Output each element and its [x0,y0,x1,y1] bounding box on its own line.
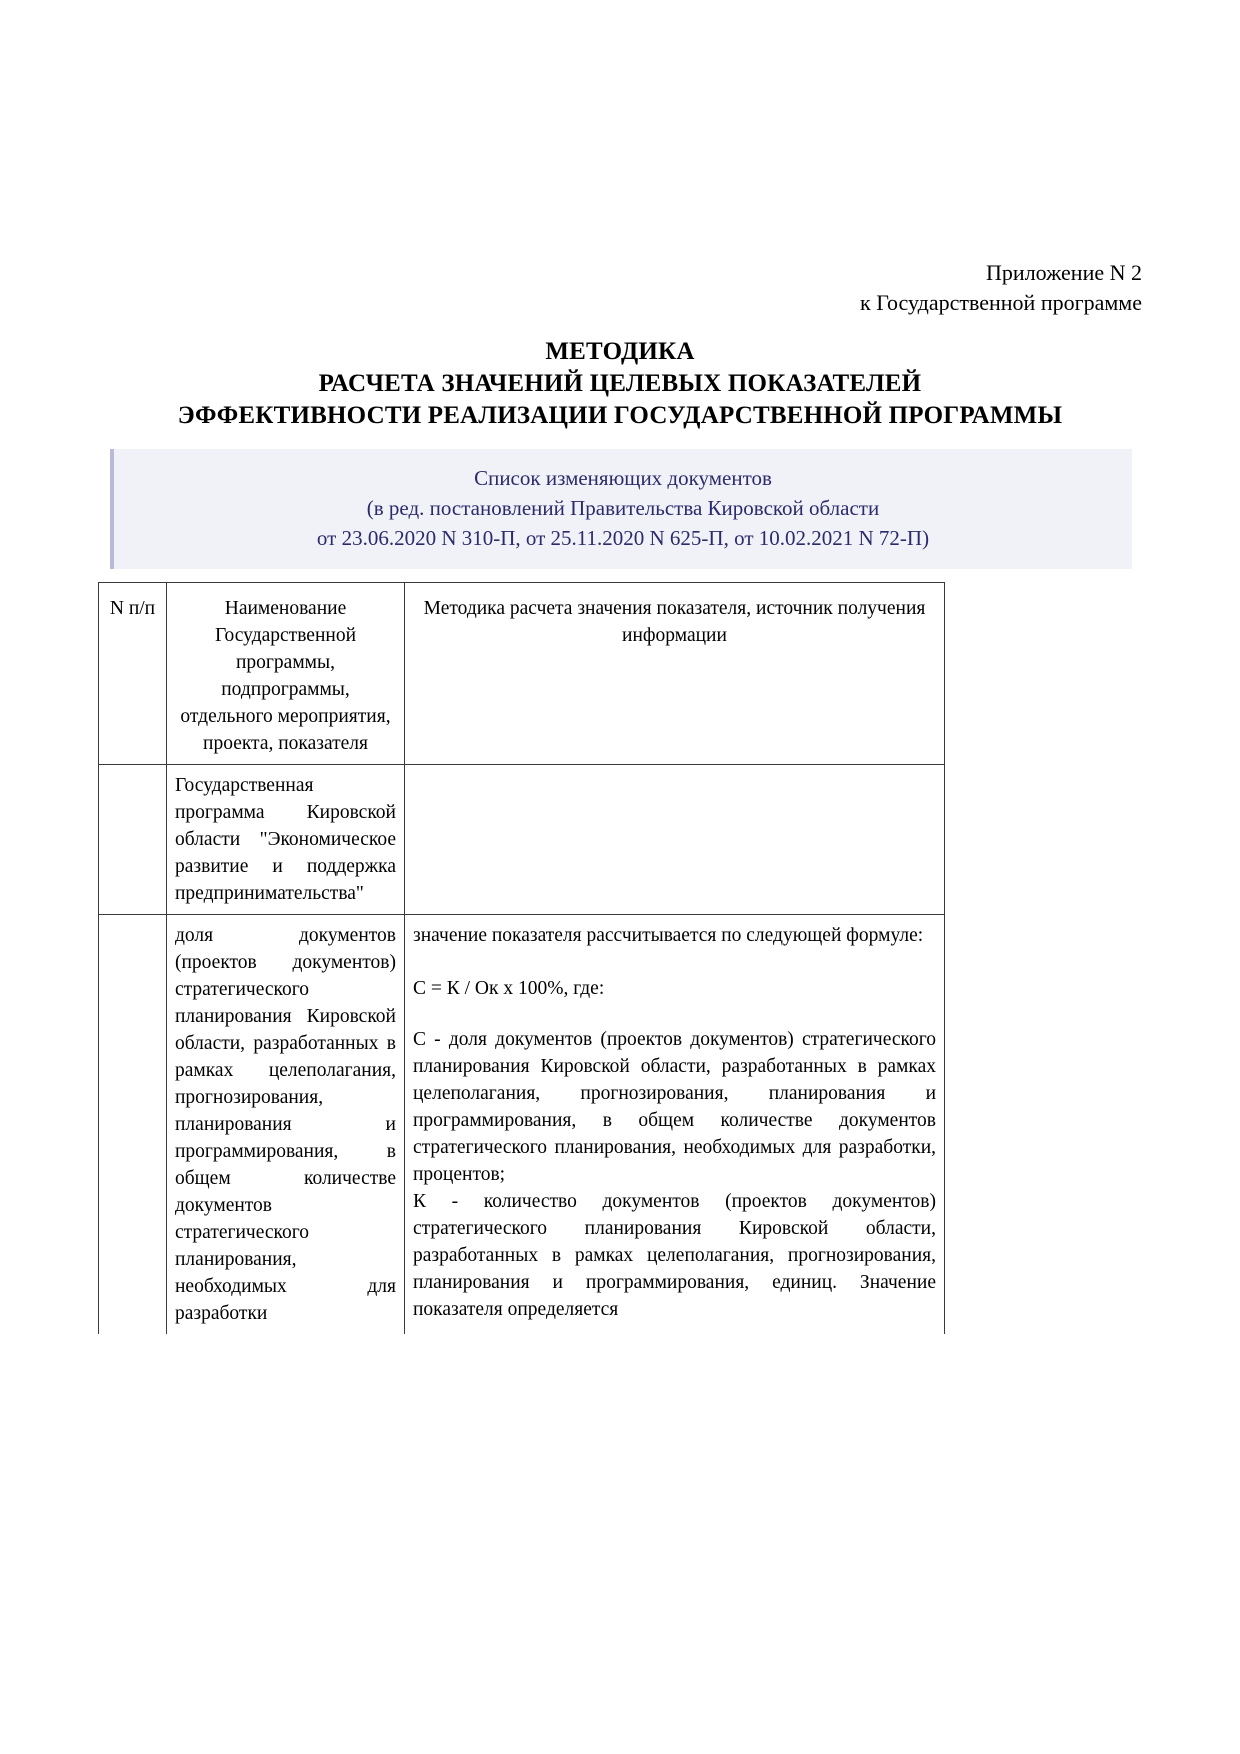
page-title [98,336,1142,432]
page-title-line-2: РАСЧЕТА ЗНАЧЕНИЙ ЦЕЛЕВЫХ ПОКАЗАТЕЛЕЙ [318,370,922,397]
changelog-line-2: от 23.06.2020 N 310-П, от 25.11.2020 N 625-П, от 10.02.2021 N 72-П) [316,526,930,550]
changelog-line-1: (в ред. постановлений Правительства Кировской области [366,496,880,520]
changelog-heading: Список изменяющих документов [474,466,772,490]
appendix-line-1: Приложение N 2 [986,260,1142,285]
table-header-row [99,583,945,765]
appendix-line-2: к Государственной программе [860,290,1142,315]
row-2-method [405,915,945,1335]
changelog-box [110,449,1132,569]
row-1-name: Государственная программа Кировской области "Экономическое развитие и поддержка предпринимательства" [167,765,405,915]
table-row [99,915,945,1335]
table-row [99,765,945,915]
row-2-formula: С = К / Ок х 100%, где: [413,978,605,999]
page-title-line-3: ЭФФЕКТИВНОСТИ РЕАЛИЗАЦИИ ГОСУДАРСТВЕННОЙ ПРОГРАММЫ [177,402,1063,429]
table-header-num: N п/п [99,583,167,765]
page-title-line-1: МЕТОДИКА [545,338,695,365]
methodology-table [98,582,945,1334]
appendix-reference [860,258,1142,318]
row-2-method-intro: значение показателя рассчитывается по следующей формуле: [413,925,924,946]
row-2-method-paragraph-2: К - количество документов (проектов документов) стратегического планирования Кировской области, разработанных в рамках целеполагания, прогнозирования, планирования и программирования, единиц. Значение показателя определяется [413,1191,936,1320]
row-2-num [99,915,167,1335]
row-1-num [99,765,167,915]
table-header-name: Наименование Государственной программы, подпрограммы, отдельного мероприятия, проекта, показателя [167,583,405,765]
row-2-name: доля документов (проектов документов) стратегического планирования Кировской области, разработанных в рамках целеполагания, прогнозирования, планирования и программирования, в общем количестве документов стратегического планирования, необходимых для разработки [167,915,405,1335]
row-2-method-paragraph-1: С - доля документов (проектов документов) стратегического планирования Кировской области, разработанных в рамках целеполагания, прогнозирования, планирования и программирования, в общем количестве документов стратегического планирования, необходимых для разработки, процентов; [413,1029,936,1185]
row-1-method [405,765,945,915]
table-header-method: Методика расчета значения показателя, источник получения информации [405,583,945,765]
